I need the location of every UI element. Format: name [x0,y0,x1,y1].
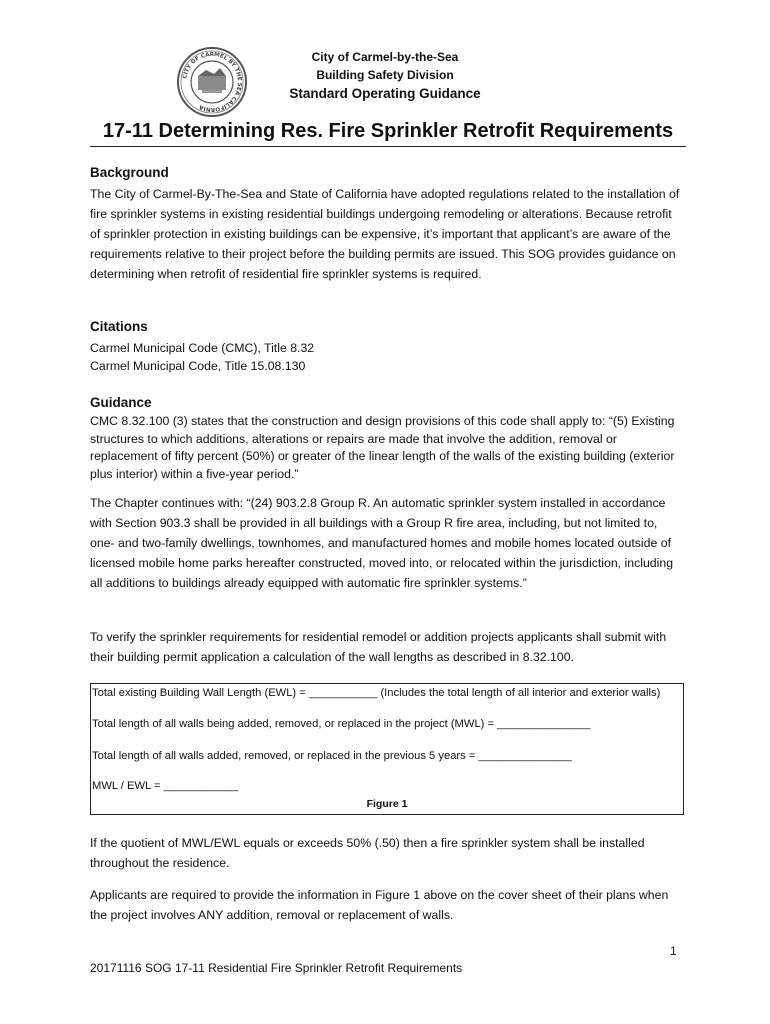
background-text: The City of Carmel-By-The-Sea and State of California have adopted regulations related to the installation of fire sprinkler systems in existing residential buildings undergoing remodeling or alterations. Because retrofit of sprinkler protection in existing buildings can be expensive, it’s important that applicant’s are aware of the requirements relative to their project before the building permits are issued. This SOG provides guidance on determining when retrofit of residential fire sprinkler systems is required. [90,187,680,281]
svg-text:CITY OF CARMEL BY THE SEA CALI: CITY OF CARMEL BY THE SEA CALIFORNIA [182,51,243,113]
citation-item: Carmel Municipal Code (CMC), Title 8.32 [90,341,315,355]
applicants-paragraph: Applicants are required to provide the information in Figure 1 above on the cover sheet of their plans when the project involves ANY addition, removal or replacement of walls. [90,888,669,922]
guidance-heading: Guidance [90,395,152,410]
page-footer: 20171116 SOG 17-11 Residential Fire Sprinkler Retrofit Requirements [90,961,463,975]
previous-years-line: Total length of all walls added, removed, or replaced in the previous 5 years = _______________ [92,750,572,762]
page-number: 1 [670,944,677,958]
mwl-line: Total length of all walls being added, removed, or replaced in the project (MWL) = _______________ [92,718,591,730]
citation-item: Carmel Municipal Code, Title 15.08.130 [90,358,306,373]
city-seal-logo [176,46,248,118]
guidance-paragraph-3: To verify the sprinkler requirements for residential remodel or addition projects applicants shall submit with their building permit application a calculation of the wall lengths as described in 8.32.100. [90,630,667,664]
ratio-line: MWL / EWL = ____________ [92,780,239,792]
quotient-paragraph: If the quotient of MWL/EWL equals or exceeds 50% (.50) then a fire sprinkler system shall be installed throughout the residence. [90,836,645,870]
guidance-paragraph-1: CMC 8.32.100 (3) states that the construction and design provisions of this code shall apply to: “(5) Existing structures to which additions, alterations or repairs are made that involve the addition, removal or replacement of fifty percent (50%) or greater of the linear length of the walls of the existing building (exterior plus interior) within a five-year period.” [90,414,675,481]
header-city: City of Carmel-by-the-Sea [311,50,459,64]
document-header [250,48,520,104]
header-doc-type: Standard Operating Guidance [289,86,481,101]
citations-heading: Citations [90,319,148,334]
ewl-line: Total existing Building Wall Length (EWL) = ___________ (Includes the total length of all interior and exterior walls) [92,687,661,699]
background-heading: Background [90,165,169,180]
header-division: Building Safety Division [316,68,454,82]
figure-caption: Figure 1 [366,798,408,810]
page-title: 17-11 Determining Res. Fire Sprinkler Retrofit Requirements [90,120,686,147]
citations-list [90,340,685,375]
guidance-paragraph-2: The Chapter continues with: “(24) 903.2.8 Group R. An automatic sprinkler system installed in accordance with Section 903.3 shall be provided in all buildings with a Group R fire area, including, but not limited to, one- and two-family dwellings, townhomes, and manufactured homes and mobile homes located outside of licensed mobile home parks hereafter constructed, moved into, or relocated within the jurisdiction, including all additions to buildings already equipped with automatic fire sprinkler systems.” [90,496,674,590]
figure-1-box [90,683,684,815]
